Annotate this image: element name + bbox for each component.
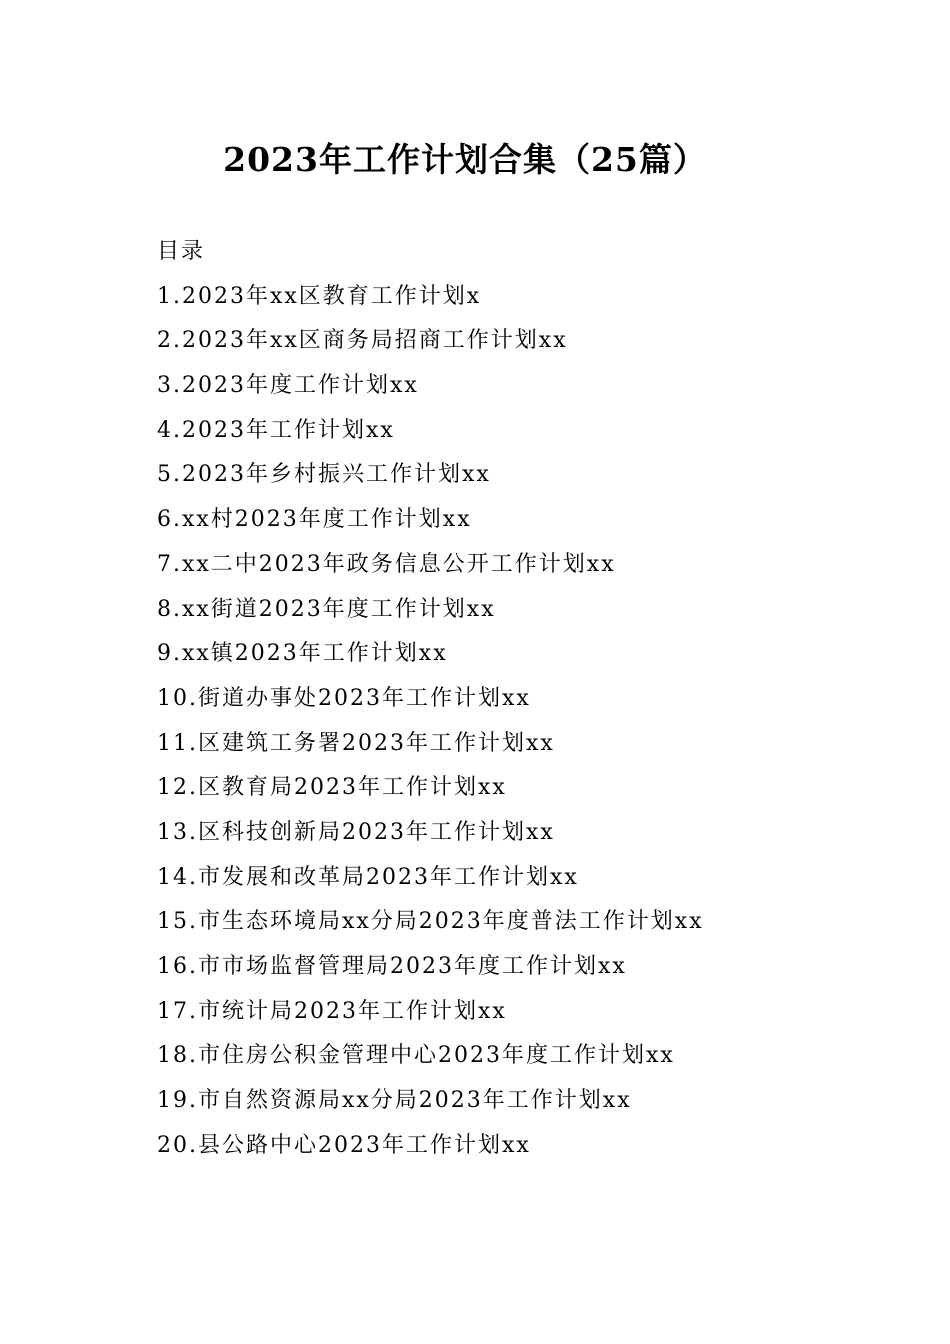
toc-item: 5.2023年乡村振兴工作计划xx xyxy=(157,462,491,488)
toc-item: 12.区教育局2023年工作计划xx xyxy=(157,775,507,801)
toc-item: 19.市自然资源局xx分局2023年工作计划xx xyxy=(157,1088,632,1114)
toc-item: 11.区建筑工务署2023年工作计划xx xyxy=(157,730,555,756)
toc-heading: 目录 xyxy=(157,239,206,264)
toc-item: 16.市市场监督管理局2023年度工作计划xx xyxy=(157,954,627,979)
toc-list xyxy=(157,275,897,1169)
toc-item: 18.市住房公积金管理中心2023年度工作计划xx xyxy=(157,1043,675,1069)
toc-item: 2.2023年xx区商务局招商工作计划xx xyxy=(157,328,568,354)
toc-item: 20.县公路中心2023年工作计划xx xyxy=(157,1132,531,1158)
toc-item: 8.xx街道2023年度工作计划xx xyxy=(157,596,496,622)
toc-item: 13.区科技创新局2023年工作计划xx xyxy=(157,819,555,845)
toc-item: 1.2023年xx区教育工作计划x xyxy=(157,283,482,309)
table-of-contents xyxy=(157,230,897,1168)
document-title: 2023年工作计划合集（25篇） xyxy=(223,140,707,179)
toc-item: 10.街道办事处2023年工作计划xx xyxy=(157,685,531,711)
toc-item: 9.xx镇2023年工作计划xx xyxy=(157,641,448,667)
toc-item: 3.2023年度工作计划xx xyxy=(157,373,419,399)
toc-item: 14.市发展和改革局2023年工作计划xx xyxy=(157,864,579,890)
toc-item: 6.xx村2023年度工作计划xx xyxy=(157,507,472,533)
toc-item: 4.2023年工作计划xx xyxy=(157,417,395,443)
toc-item: 17.市统计局2023年工作计划xx xyxy=(157,998,507,1024)
toc-item: 7.xx二中2023年政务信息公开工作计划xx xyxy=(157,551,616,577)
toc-item: 15.市生态环境局xx分局2023年度普法工作计划xx xyxy=(157,909,704,935)
